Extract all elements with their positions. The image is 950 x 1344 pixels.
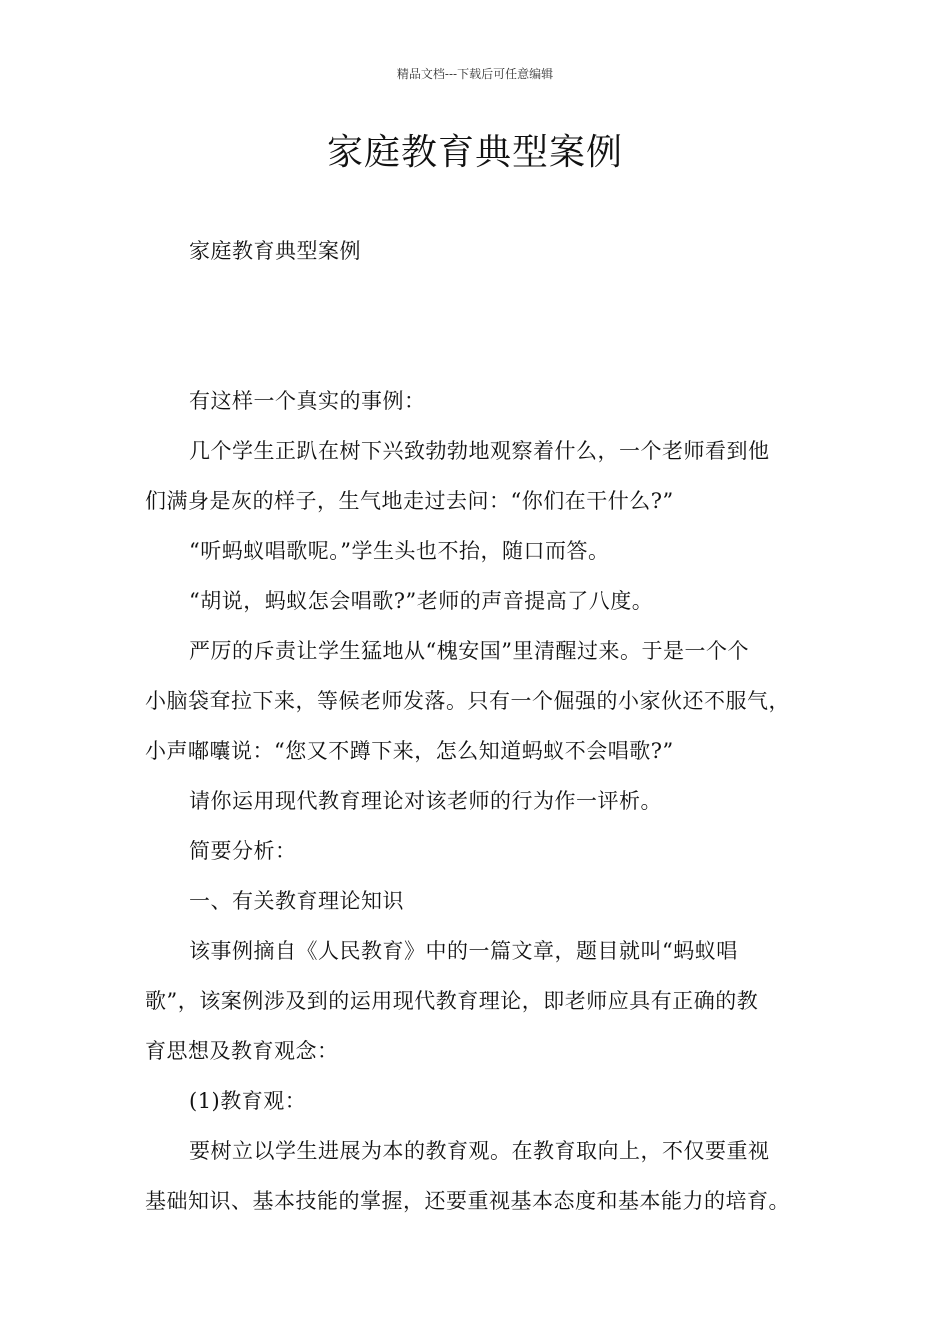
paragraph-line: 几个学生正趴在树下兴致勃勃地观察着什么，一个老师看到他 — [189, 439, 770, 463]
paragraph-line: 严厉的斥责让学生猛地从“槐安国”里清醒过来。于是一个个 — [189, 639, 749, 663]
paragraph-line: 要树立以学生进展为本的教育观。在教育取向上，不仅要重视 — [189, 1139, 770, 1163]
paragraph-line: 歌”，该案例涉及到的运用现代教育理论，即老师应具有正确的教 — [145, 989, 759, 1013]
paragraph-line: 基础知识、基本技能的掌握，还要重视基本态度和基本能力的培育。 — [145, 1189, 790, 1213]
document-title: 家庭教育典型案例 — [326, 132, 623, 173]
paragraph-line: 有这样一个真实的事例： — [189, 389, 426, 413]
subtitle-line: 家庭教育典型案例 — [189, 239, 361, 263]
paragraph-line: 们满身是灰的样子，生气地走过去问：“你们在干什么?” — [145, 489, 674, 513]
subsection-heading: (1)教育观： — [189, 1089, 307, 1113]
paragraph-line: 小声嘟囔说：“您又不蹲下来，怎么知道蚂蚁不会唱歌?” — [145, 739, 674, 763]
paragraph-line: 该事例摘自《人民教育》中的一篇文章，题目就叫“蚂蚁唱 — [189, 939, 738, 963]
paragraph-line: 小脑袋耷拉下来，等候老师发落。只有一个倔强的小家伙还不服气， — [145, 689, 790, 713]
paragraph-line: 育思想及教育观念： — [145, 1039, 339, 1063]
section-label: 简要分析： — [189, 839, 297, 863]
section-heading: 一、有关教育理论知识 — [189, 889, 404, 913]
paragraph-line: “胡说，蚂蚁怎会唱歌?”老师的声音提高了八度。 — [189, 589, 654, 613]
paragraph-line: “听蚂蚁唱歌呢。”学生头也不抬，随口而答。 — [189, 539, 610, 563]
paragraph-line: 请你运用现代教育理论对该老师的行为作一评析。 — [189, 789, 662, 813]
header-note: 精品文档---下载后可任意编辑 — [396, 67, 554, 81]
